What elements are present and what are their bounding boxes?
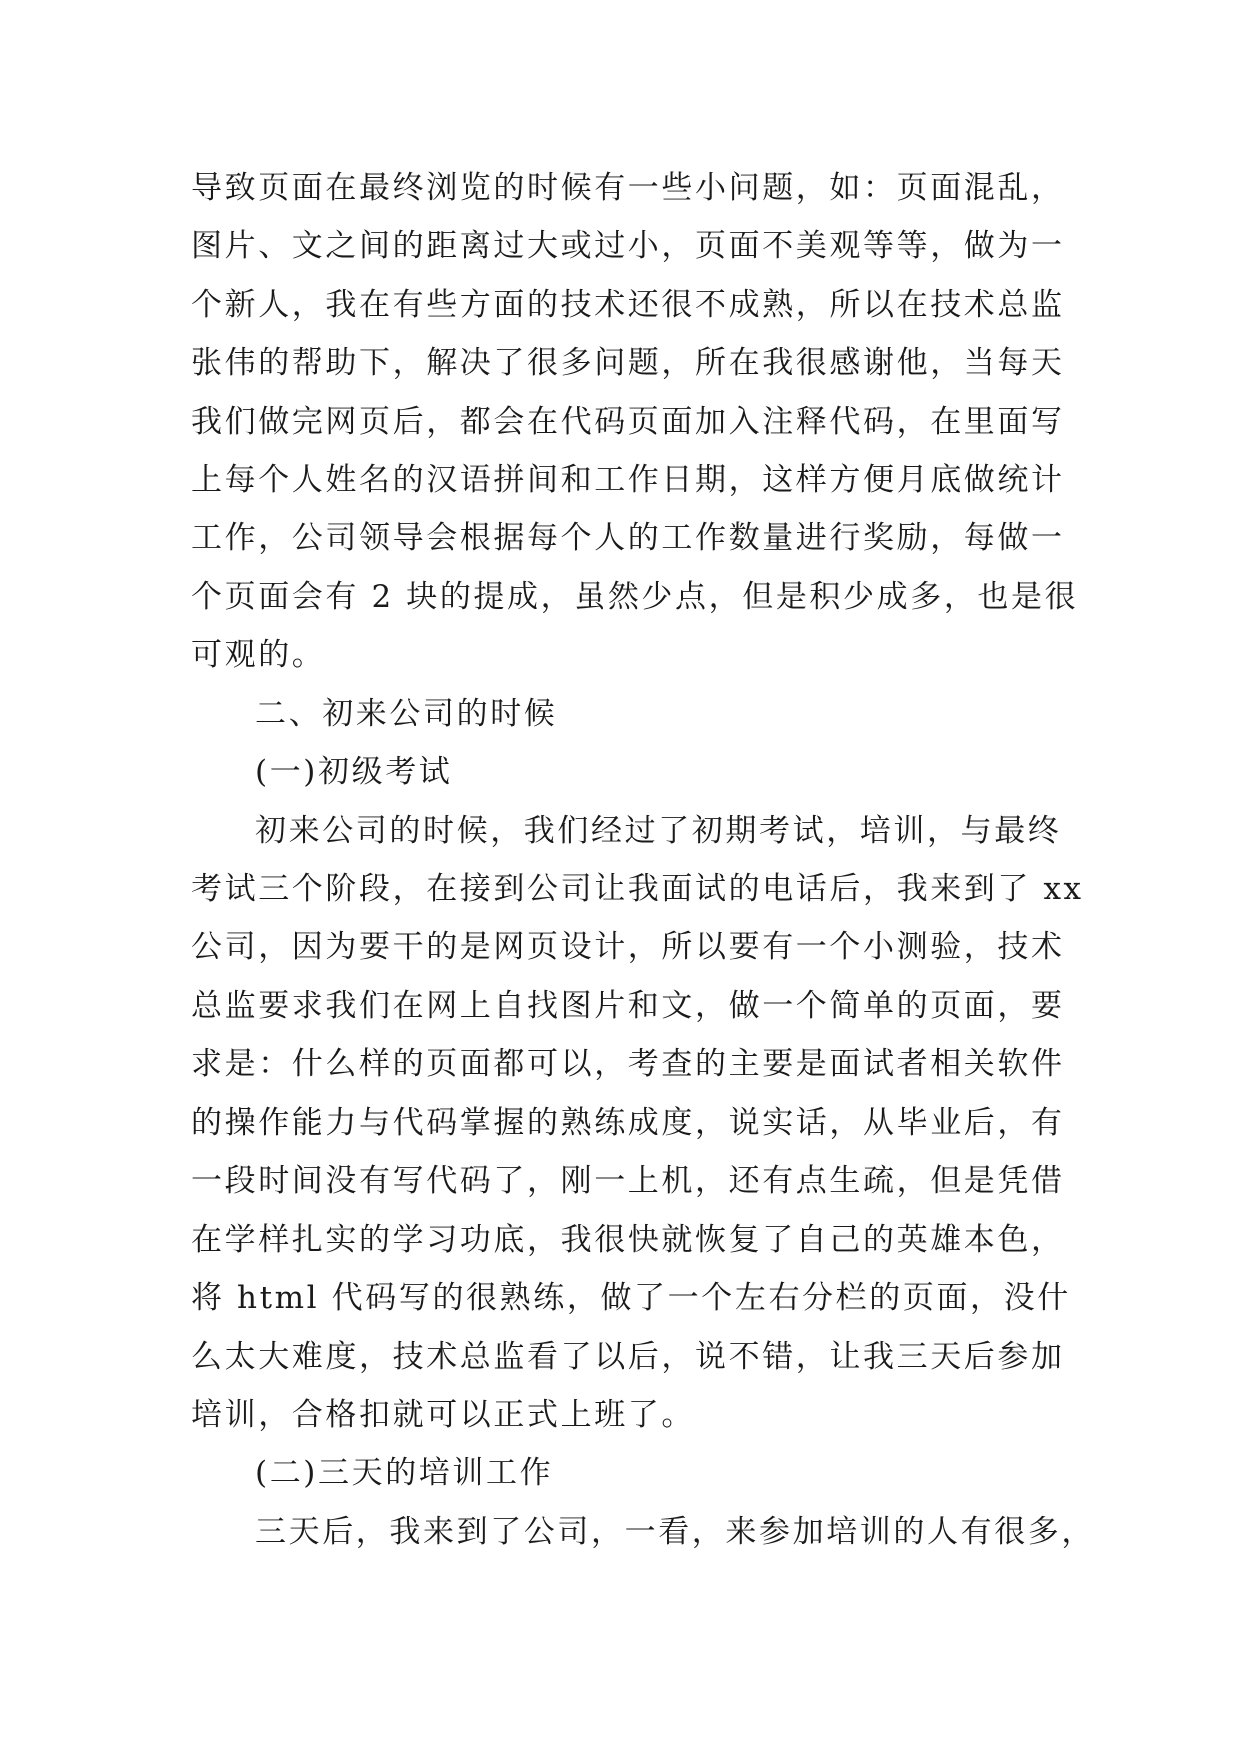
paragraph-line: 在学样扎实的学习功底，我很快就恢复了自己的英雄本色， [191,1222,1065,1258]
paragraph-line: 的操作能力与代码掌握的熟练成度，说实话，从毕业后，有 [191,1105,1065,1141]
subsection-heading: (一)初级考试 [255,754,453,790]
paragraph-line: 我们做完网页后，都会在代码页面加入注释代码，在里面写 [191,404,1065,440]
paragraph-first-line: 初来公司的时候，我们经过了初期考试，培训，与最终 [255,813,1062,849]
paragraph-line: 么太大难度，技术总监看了以后，说不错，让我三天后参加 [191,1339,1065,1375]
paragraph-line: 图片、文之间的距离过大或过小，页面不美观等等，做为一 [191,228,1065,264]
subsection-heading: (二)三天的培训工作 [255,1455,554,1491]
paragraph-line: 总监要求我们在网上自找图片和文，做一个简单的页面，要 [191,988,1065,1024]
paragraph-line: 将 html 代码写的很熟练，做了一个左右分栏的页面，没什 [191,1280,1071,1316]
paragraph-line: 一段时间没有写代码了，刚一上机，还有点生疏，但是凭借 [191,1163,1065,1199]
section-heading: 二、初来公司的时候 [255,696,558,732]
paragraph-line: 培训，合格扣就可以正式上班了。 [191,1397,695,1433]
paragraph-line: 张伟的帮助下，解决了很多问题，所在我很感谢他，当每天 [191,345,1065,381]
paragraph-line: 个新人，我在有些方面的技术还很不成熟，所以在技术总监 [191,287,1065,323]
paragraph-line: 公司，因为要干的是网页设计，所以要有一个小测验，技术 [191,929,1065,965]
paragraph-line: 可观的。 [191,637,326,673]
paragraph-line: 考试三个阶段，在接到公司让我面试的电话后，我来到了 xx [191,871,1084,907]
paragraph-line: 导致页面在最终浏览的时候有一些小问题，如：页面混乱， [191,170,1065,206]
paragraph-line: 工作，公司领导会根据每个人的工作数量进行奖励，每做一 [191,520,1065,556]
paragraph-line: 求是：什么样的页面都可以，考查的主要是面试者相关软件 [191,1046,1065,1082]
paragraph-first-line: 三天后，我来到了公司，一看，来参加培训的人有很多， [255,1514,1095,1550]
paragraph-line: 个页面会有 2 块的提成，虽然少点，但是积少成多，也是很 [191,579,1079,615]
paragraph-line: 上每个人姓名的汉语拼间和工作日期，这样方便月底做统计 [191,462,1065,498]
